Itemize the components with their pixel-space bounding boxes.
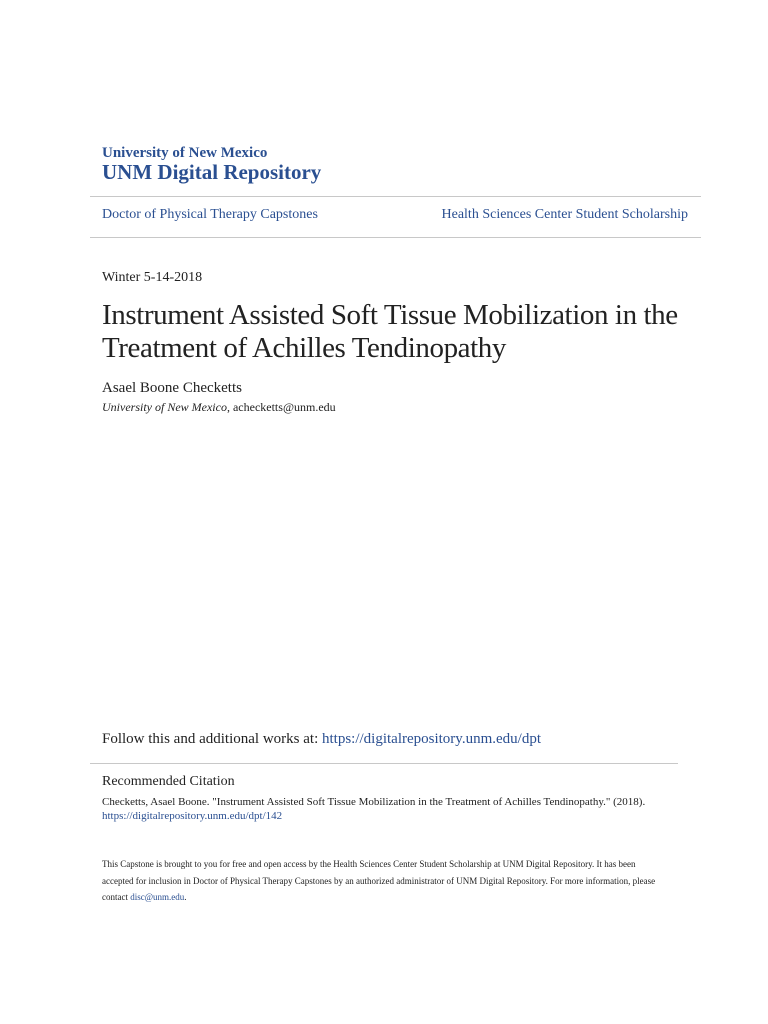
header-divider-top <box>90 196 701 197</box>
citation-divider <box>90 763 678 764</box>
author-name: Asael Boone Checketts <box>102 380 242 396</box>
citation-heading: Recommended Citation <box>102 774 235 789</box>
access-notice <box>102 856 662 906</box>
institution-name[interactable]: University of New Mexico <box>102 145 268 161</box>
document-title: Instrument Assisted Soft Tissue Mobilization in the Treatment of Achilles Tendinopathy <box>102 299 678 364</box>
collection-link[interactable]: Doctor of Physical Therapy Capstones <box>102 207 318 222</box>
affiliation-email: , achecketts@unm.edu <box>226 400 336 414</box>
publication-date: Winter 5-14-2018 <box>102 270 203 285</box>
follow-label: Follow this and additional works at: <box>102 731 322 747</box>
follow-line <box>102 731 541 748</box>
author-affiliation <box>102 400 336 415</box>
follow-url-link[interactable]: https://digitalrepository.unm.edu/dpt <box>321 731 541 747</box>
notice-end: . <box>184 892 187 902</box>
header-divider-bottom <box>90 237 701 238</box>
contact-email-link[interactable]: disc@unm.edu <box>130 892 185 902</box>
citation-text: Checketts, Asael Boone. "Instrument Assisted Soft Tissue Mobilization in the Treatment of Achilles Tendinopathy." (2018). <box>102 796 646 808</box>
citation-url-link[interactable]: https://digitalrepository.unm.edu/dpt/142 <box>102 810 283 822</box>
notice-text: This Capstone is brought to you for free and open access by the Health Sciences Center Student Scholarship at UNM Digital Repository. It has been accepted for inclusion in Doctor of Physical Therapy Capstones by an authorized administrator of UNM Digital Repository. For more information, please contact <box>102 859 656 902</box>
affiliation-institution: University of New Mexico <box>102 400 227 414</box>
repository-name[interactable]: UNM Digital Repository <box>102 160 322 184</box>
scholarship-link[interactable]: Health Sciences Center Student Scholarship <box>441 207 688 222</box>
